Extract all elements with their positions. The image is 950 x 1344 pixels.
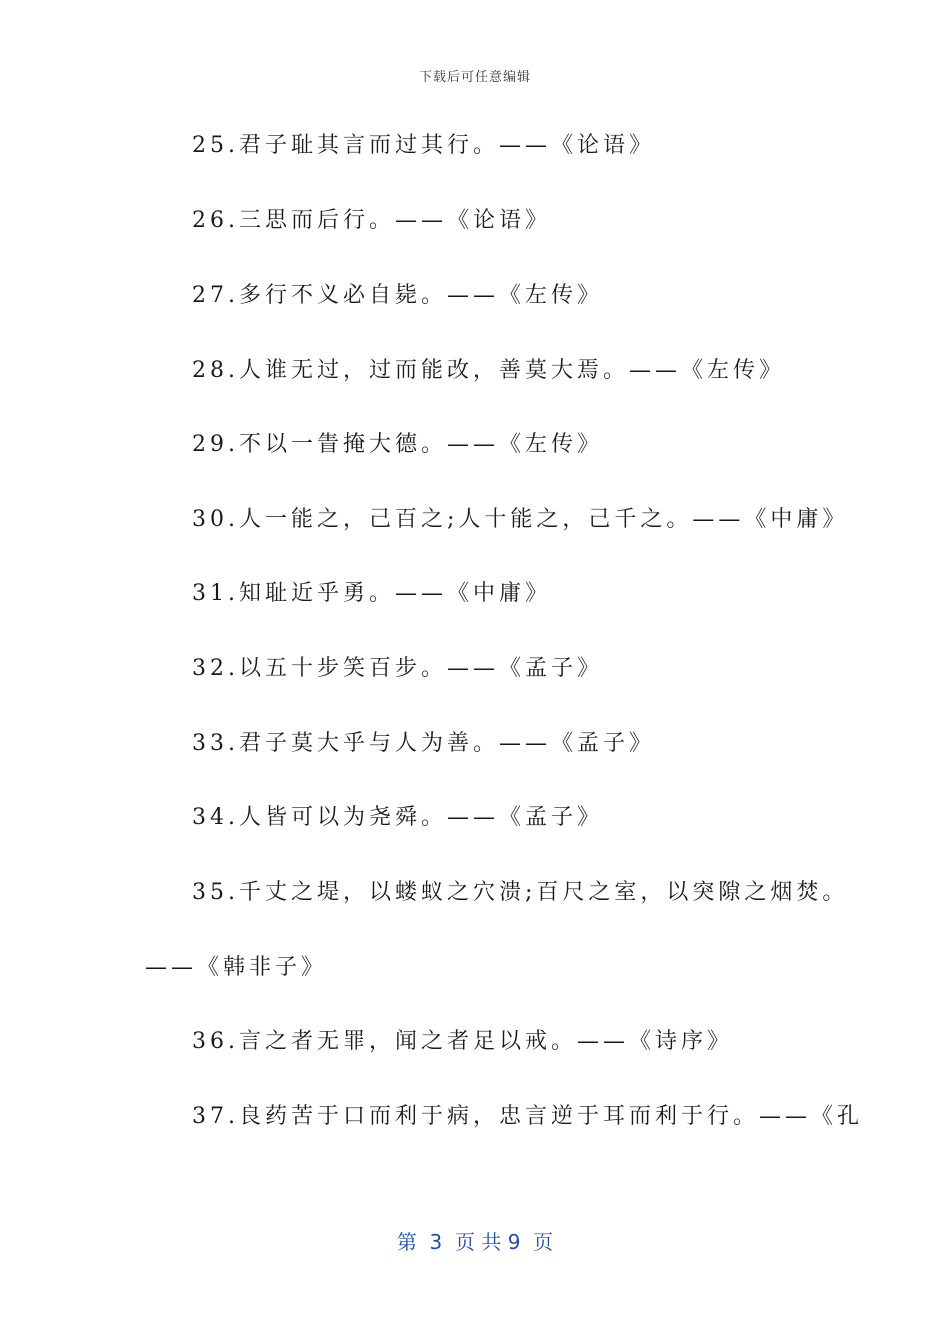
page-header: 下载后可任意编辑: [418, 70, 531, 85]
quote-line-31: 31.知耻近乎勇。——《中庸》: [192, 581, 551, 606]
quote-line-29: 29.不以一眚掩大德。——《左传》: [192, 432, 603, 457]
quote-line-28: 28.人谁无过，过而能改，善莫大焉。——《左传》: [192, 358, 785, 383]
quote-line-34: 34.人皆可以为尧舜。——《孟子》: [192, 805, 603, 830]
quote-line-27: 27.多行不义必自毙。——《左传》: [192, 283, 603, 308]
quote-line-26: 26.三思而后行。——《论语》: [192, 208, 551, 233]
quote-line-25: 25.君子耻其言而过其行。——《论语》: [192, 133, 655, 158]
quote-line-33: 33.君子莫大乎与人为善。——《孟子》: [192, 731, 655, 756]
quote-line-36: 36.言之者无罪，闻之者足以戒。——《诗序》: [192, 1029, 733, 1054]
quote-line-35-source: ——《韩非子》: [145, 955, 328, 980]
page-number-footer: 第 3 页 共 9 页: [396, 1230, 554, 1254]
quote-line-32: 32.以五十步笑百步。——《孟子》: [192, 656, 603, 681]
quote-line-35: 35.千丈之堤，以蝼蚁之穴溃;百尺之室，以突隙之烟焚。: [192, 880, 849, 905]
quote-line-30: 30.人一能之，己百之;人十能之，己千之。——《中庸》: [192, 507, 849, 532]
quote-line-37: 37.良药苦于口而利于病，忠言逆于耳而利于行。——《孔: [192, 1104, 863, 1129]
